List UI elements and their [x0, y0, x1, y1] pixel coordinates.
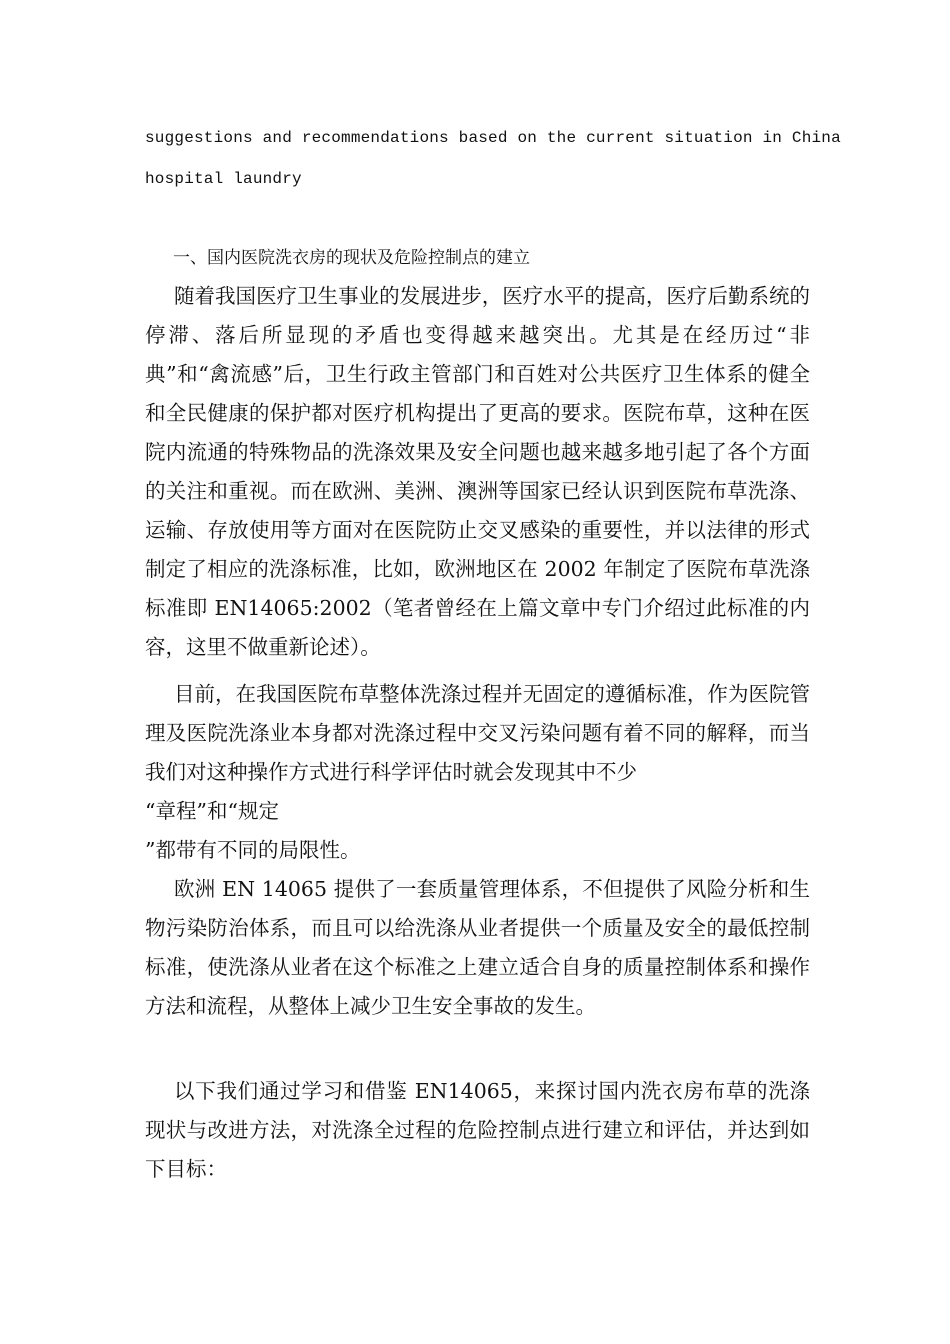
paragraph-4: 以下我们通过学习和借鉴 EN14065，来探讨国内洗衣房布草的洗涤现状与改进方法，对洗涤全过程的危险控制点进行建立和评估，并达到如下目标：: [145, 1079, 810, 1181]
paragraph-3: 欧洲 EN 14065 提供了一套质量管理体系，不但提供了风险分析和生物污染防治体系，而且可以给洗涤从业者提供一个质量及安全的最低控制标准，使洗涤从业者在这个标准之上建立适合自身的质量控制体系和操作方法和流程，从整体上减少卫生安全事故的发生。: [145, 877, 810, 1018]
paragraph-2-line-b: ”都带有不同的局限性。: [145, 838, 361, 862]
paragraph-1: 随着我国医疗卫生事业的发展进步，医疗水平的提高，医疗后勤系统的停滞、落后所显现的矛盾也变得越来越突出。尤其是在经历过“非典”和“禽流感”后，卫生行政主管部门和百姓对公共医疗卫生体系的健全和全民健康的保护都对医疗机构提出了更高的要求。医院布草，这种在医院内流通的特殊物品的洗涤效果及安全问题也越来越多地引起了各个方面的关注和重视。而在欧洲、美洲、澳洲等国家已经认识到医院布草洗涤、运输、存放使用等方面对在医院防止交叉感染的重要性，并以法律的形式制定了相应的洗涤标准，比如，欧洲地区在 2002 年制定了医院布草洗涤标准即 EN14065:2002（笔者曾经在上篇文章中专门介绍过此标准的内容，这里不做重新论述）。: [145, 284, 810, 659]
abstract-line-1: suggestions and recommendations based on the current situation in China: [145, 129, 841, 147]
section-heading: 一、国内医院洗衣房的现状及危险控制点的建立: [173, 248, 530, 268]
paragraph-2-line-a: “章程”和“规定: [145, 799, 279, 823]
paragraph-2: 目前，在我国医院布草整体洗涤过程并无固定的遵循标准，作为医院管理及医院洗涤业本身都对洗涤过程中交叉污染问题有着不同的解释，而当我们对这种操作方式进行科学评估时就会发现其中不少: [145, 682, 810, 784]
abstract-line-2: hospital laundry: [145, 170, 302, 188]
